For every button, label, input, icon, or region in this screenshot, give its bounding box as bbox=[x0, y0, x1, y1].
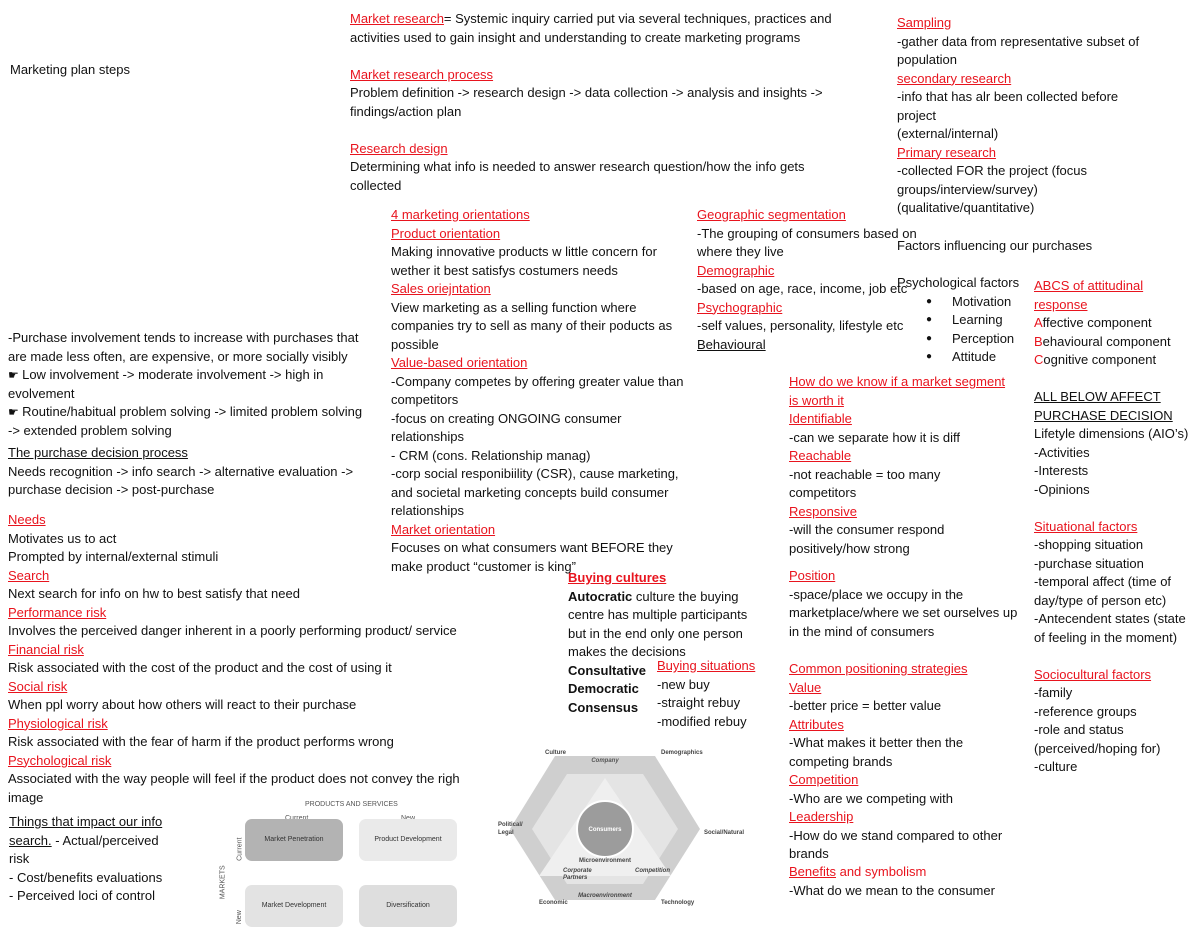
item-line: possible bbox=[391, 336, 439, 352]
benefits-block bbox=[789, 863, 1039, 900]
corporate-label: Corporate bbox=[563, 868, 592, 874]
item-heading: 4 marketing orientations bbox=[391, 207, 530, 222]
macroenvironment-label: Macroenvironment bbox=[578, 893, 632, 899]
abc-rest: ehavioural component bbox=[1042, 333, 1171, 349]
strategy-heading: Common positioning strategies bbox=[789, 661, 968, 676]
item-line: -self values, personality, lifestyle etc bbox=[697, 318, 904, 333]
item-heading: Psychological risk bbox=[8, 752, 112, 768]
item-line: where they live bbox=[697, 244, 784, 259]
things-line: risk bbox=[9, 851, 30, 866]
strategy-line: -What makes it better then the bbox=[789, 735, 964, 750]
decision-line: purchase decision -> post-purchase bbox=[8, 482, 215, 497]
item-heading: Search bbox=[8, 567, 50, 583]
competition-label: Competition bbox=[635, 868, 670, 874]
market-research-block bbox=[350, 10, 880, 195]
market-research-def-cont: activities used to gain insight and understanding to create marketing programs bbox=[350, 29, 801, 45]
things-rest: - Actual/perceived bbox=[51, 832, 159, 848]
item-heading-cont: is worth it bbox=[789, 392, 844, 408]
research-types bbox=[897, 14, 1177, 218]
item-heading: Psychographic bbox=[697, 299, 783, 315]
item-heading: Primary research bbox=[897, 144, 996, 160]
market-research-def: = Systemic inquiry carried put via several techniques, practices and bbox=[443, 11, 832, 26]
involvement-text: -> extended problem solving bbox=[8, 422, 172, 438]
abc-item bbox=[1034, 314, 1200, 333]
item-line: positively/how strong bbox=[789, 540, 910, 556]
culture-line: centre has multiple participants bbox=[568, 607, 748, 622]
autocratic-label: Autocratic bbox=[568, 588, 633, 604]
item-line: relationships bbox=[391, 429, 464, 444]
sociocultural-line: (perceived/hoping for) bbox=[1034, 740, 1161, 756]
market-penetration-cell: Market Penetration bbox=[245, 819, 343, 861]
involvement-line bbox=[8, 329, 408, 348]
position-line: in the mind of consumers bbox=[789, 623, 935, 639]
pointing-hand-icon: ☛ bbox=[8, 405, 23, 419]
item-heading: Market orientation bbox=[391, 521, 496, 537]
marketing-environment-diagram bbox=[495, 744, 755, 908]
item-heading: Physiological risk bbox=[8, 715, 108, 731]
marketing-plan-heading: Marketing plan steps bbox=[10, 62, 130, 77]
sociocultural-line: -culture bbox=[1034, 759, 1078, 774]
item-heading: Identifiable bbox=[789, 411, 852, 426]
situational-title: Situational factors bbox=[1034, 518, 1138, 534]
psych-factor: ● Learning bbox=[952, 311, 1037, 330]
all-below-title-cont: PURCHASE DECISION bbox=[1034, 407, 1173, 423]
involvement-text: are made less often, are expensive, or more socially visibly bbox=[8, 348, 348, 364]
item-line: When ppl worry about how others will react to their purchase bbox=[8, 697, 357, 712]
item-line: relationships bbox=[391, 503, 464, 518]
consumers-label: Consumers bbox=[588, 827, 622, 833]
item-line: wether it best satisfys costumers needs bbox=[391, 262, 618, 278]
item-line: population bbox=[897, 52, 957, 67]
item-heading: Value-based orientation bbox=[391, 355, 528, 370]
item-line: project bbox=[897, 107, 937, 123]
item-heading: Financial risk bbox=[8, 641, 84, 657]
ansoff-matrix bbox=[215, 795, 465, 927]
lifestyle-line: -Activities bbox=[1034, 444, 1090, 460]
item-heading: How do we know if a market segment bbox=[789, 374, 1006, 389]
item-line: -focus on creating ONGOING consumer bbox=[391, 410, 622, 426]
position-block bbox=[789, 567, 1049, 641]
item-line: Focuses on what consumers want BEFORE they bbox=[391, 540, 673, 555]
culture-type: Consultative bbox=[568, 662, 647, 678]
strategy-heading: Competition bbox=[789, 772, 859, 787]
involvement-text: Low involvement -> moderate involvement -> high in bbox=[22, 367, 324, 382]
strategy-line: competing brands bbox=[789, 753, 893, 769]
design-line: collected bbox=[350, 177, 402, 193]
strategy-line: -Who are we competing with bbox=[789, 790, 954, 806]
culture-line: but in the end only one person bbox=[568, 625, 743, 641]
buying-situations-title: Buying situations bbox=[657, 658, 756, 673]
involvement-line bbox=[8, 366, 408, 385]
lifestyle-line: Lifetyle dimensions (AIO’s) bbox=[1034, 426, 1189, 441]
item-heading: Demographic bbox=[697, 262, 775, 278]
matrix-header: PRODUCTS AND SERVICES bbox=[305, 801, 398, 808]
item-line: make product “customer is king” bbox=[391, 558, 576, 574]
item-line: -not reachable = too many bbox=[789, 466, 941, 482]
involvement-text: evolvement bbox=[8, 385, 75, 401]
culture-type: Consensus bbox=[568, 699, 639, 715]
item-line: groups/interview/survey) bbox=[897, 181, 1038, 197]
abc-letter: B bbox=[1034, 333, 1043, 349]
factors-heading: Factors influencing our purchases bbox=[897, 238, 1093, 253]
item-line: - CRM (cons. Relationship manag) bbox=[391, 447, 591, 463]
demographics-label: Demographics bbox=[661, 750, 703, 756]
things-title: Things that impact our info bbox=[9, 814, 163, 829]
things-title-cont: search. bbox=[9, 832, 52, 848]
abcs-title: ABCS of attitudinal bbox=[1034, 278, 1144, 293]
item-line: Associated with the way people will feel if the product does not convey the righ bbox=[8, 771, 460, 786]
item-heading: Needs bbox=[8, 512, 46, 527]
item-heading: Reachable bbox=[789, 448, 852, 463]
abc-rest: ffective component bbox=[1042, 315, 1152, 330]
item-line: Making innovative products w little concern for bbox=[391, 244, 657, 259]
abc-item bbox=[1034, 333, 1200, 352]
marketing-orientations bbox=[391, 206, 701, 576]
item-line: -can we separate how it is diff bbox=[789, 429, 961, 445]
item-heading: secondary research bbox=[897, 70, 1012, 86]
culture-label: Culture bbox=[545, 750, 566, 756]
psych-factor: ● Perception bbox=[952, 330, 1037, 349]
situational-line: -Antecendent states (state bbox=[1034, 611, 1186, 626]
item-line: View marketing as a selling function where bbox=[391, 299, 637, 315]
item-line: -based on age, race, income, job etc bbox=[697, 281, 908, 296]
diversification-cell: Diversification bbox=[359, 885, 457, 927]
things-line: - Cost/benefits evaluations bbox=[9, 869, 163, 885]
item-line: -will the consumer respond bbox=[789, 522, 945, 537]
item-line: (external/internal) bbox=[897, 126, 999, 141]
strategy-heading: Leadership bbox=[789, 809, 854, 824]
things-impact-search bbox=[9, 813, 209, 906]
item-heading: Behavioural bbox=[697, 336, 766, 352]
culture-line: makes the decisions bbox=[568, 644, 686, 659]
abc-letter: C bbox=[1034, 352, 1044, 367]
item-line: image bbox=[8, 789, 44, 805]
strategy-line: brands bbox=[789, 846, 829, 861]
position-line: -space/place we occupy in the bbox=[789, 586, 964, 602]
environment-hexagon bbox=[495, 744, 755, 908]
purchase-decision-process bbox=[8, 444, 408, 500]
item-heading: Geographic segmentation bbox=[697, 207, 846, 222]
involvement-line bbox=[8, 385, 408, 404]
political-label: Political/ bbox=[498, 822, 523, 828]
situational-line: -purchase situation bbox=[1034, 555, 1144, 571]
abcs-title-cont: response bbox=[1034, 296, 1088, 312]
situational-line: of feeling in the moment) bbox=[1034, 629, 1178, 645]
culture-type: Democratic bbox=[568, 681, 639, 696]
involvement-text: -Purchase involvement tends to increase with purchases that bbox=[8, 330, 359, 345]
social-label: Social/Natural bbox=[704, 830, 745, 836]
item-heading: Performance risk bbox=[8, 604, 107, 620]
item-line: Involves the perceived danger inherent in a poorly performing product/ service bbox=[8, 623, 457, 638]
item-heading: Sampling bbox=[897, 15, 952, 30]
benefits-title: Benefits bbox=[789, 864, 836, 879]
item-line: Prompted by internal/external stimuli bbox=[8, 549, 219, 564]
situational-line: day/type of person etc) bbox=[1034, 592, 1167, 608]
design-title: Research design bbox=[350, 140, 448, 156]
pointing-hand-icon: ☛ bbox=[8, 368, 23, 382]
matrix-side-label: MARKETS bbox=[219, 865, 227, 900]
abc-letter: A bbox=[1034, 315, 1043, 330]
microenvironment-label: Microenvironment bbox=[578, 858, 632, 864]
involvement-line bbox=[8, 403, 408, 422]
item-line: -info that has alr been collected before bbox=[897, 89, 1119, 104]
segment-worth bbox=[789, 373, 1039, 558]
lifestyle-line: -Opinions bbox=[1034, 481, 1090, 497]
decision-title: The purchase decision process bbox=[8, 445, 188, 460]
psychological-factors bbox=[897, 274, 1037, 367]
market-research-term: Market research bbox=[350, 11, 444, 26]
item-heading: Social risk bbox=[8, 678, 68, 694]
buying-situations bbox=[657, 657, 777, 731]
things-line: - Perceived loci of control bbox=[9, 888, 155, 903]
economic-label: Economic bbox=[539, 900, 568, 906]
buying-cultures-title: Buying cultures bbox=[568, 570, 667, 585]
decision-line: Needs recognition -> info search -> alternative evaluation -> bbox=[8, 463, 354, 479]
psych-factor: ● Attitude bbox=[952, 348, 1037, 367]
sociocultural-line: -reference groups bbox=[1034, 703, 1137, 719]
partners-label: Partners bbox=[563, 875, 588, 881]
legal-label: Legal bbox=[498, 830, 514, 836]
benefits-rest: and symbolism bbox=[835, 864, 927, 879]
item-line: Risk associated with the fear of harm if the product performs wrong bbox=[8, 734, 394, 749]
technology-label: Technology bbox=[661, 900, 695, 906]
market-development-cell: Market Development bbox=[245, 885, 343, 927]
item-line: -corp social responibiility (CSR), cause marketing, bbox=[391, 466, 679, 481]
process-line: findings/action plan bbox=[350, 103, 462, 119]
abc-rest: ognitive component bbox=[1043, 352, 1157, 367]
positioning-strategies bbox=[789, 660, 1039, 864]
strategy-heading: Value bbox=[789, 679, 822, 695]
involvement-notes bbox=[8, 329, 408, 440]
product-development-cell: Product Development bbox=[359, 819, 457, 861]
item-line: and societal marketing concepts build consumer bbox=[391, 484, 669, 500]
situation-line: -straight rebuy bbox=[657, 695, 741, 710]
item-line: Next search for info on hw to best satisfy that need bbox=[8, 586, 300, 601]
strategy-line: -How do we stand compared to other bbox=[789, 827, 1003, 843]
involvement-line bbox=[8, 422, 408, 441]
item-line: Motivates us to act bbox=[8, 530, 117, 546]
abc-item bbox=[1034, 351, 1200, 370]
item-line: -collected FOR the project (focus bbox=[897, 163, 1088, 178]
position-title: Position bbox=[789, 568, 836, 583]
item-line: -The grouping of consumers based on bbox=[697, 225, 917, 241]
involvement-line bbox=[8, 348, 408, 367]
situation-line: -modified rebuy bbox=[657, 713, 747, 729]
situation-line: -new buy bbox=[657, 676, 710, 692]
item-line: Risk associated with the cost of the product and the cost of using it bbox=[8, 660, 392, 675]
item-line: (qualitative/quantitative) bbox=[897, 200, 1035, 215]
psych-factor: ● Motivation bbox=[952, 293, 1037, 312]
psych-title: Psychological factors bbox=[897, 275, 1020, 290]
strategy-heading: Attributes bbox=[789, 716, 844, 732]
design-line: Determining what info is needed to answer research question/how the info gets bbox=[350, 159, 805, 174]
all-below-title: ALL BELOW AFFECT bbox=[1034, 389, 1161, 404]
item-heading: Product orientation bbox=[391, 225, 501, 241]
benefits-line: -What do we mean to the consumer bbox=[789, 882, 995, 898]
sociocultural-title: Sociocultural factors bbox=[1034, 666, 1152, 682]
situational-line: -temporal affect (time of bbox=[1034, 574, 1172, 589]
item-heading: Responsive bbox=[789, 503, 857, 519]
strategy-line: -better price = better value bbox=[789, 698, 942, 713]
item-line: -Company competes by offering greater value than bbox=[391, 373, 684, 389]
item-line: companies try to sell as many of their poducts as bbox=[391, 318, 673, 333]
process-title: Market research process bbox=[350, 66, 494, 82]
abcs-block bbox=[1034, 277, 1200, 777]
lifestyle-line: -Interests bbox=[1034, 463, 1089, 478]
autocratic-rest: culture the buying bbox=[632, 588, 739, 604]
item-line: competitors bbox=[391, 392, 459, 407]
situational-line: -shopping situation bbox=[1034, 537, 1144, 552]
process-line: Problem definition -> research design -> data collection -> analysis and insights -> bbox=[350, 85, 823, 100]
sociocultural-line: -family bbox=[1034, 685, 1073, 700]
item-line: competitors bbox=[789, 485, 857, 500]
involvement-text: Routine/habitual problem solving -> limited problem solving bbox=[22, 404, 363, 419]
item-line: -gather data from representative subset of bbox=[897, 33, 1140, 49]
item-heading: Sales oriejntation bbox=[391, 281, 491, 296]
matrix-row-current: Current bbox=[236, 837, 244, 861]
company-label: Company bbox=[591, 758, 619, 764]
matrix-row-new: New bbox=[235, 910, 243, 925]
sociocultural-line: -role and status bbox=[1034, 722, 1124, 737]
position-line: marketplace/where we set ourselves up bbox=[789, 605, 1018, 620]
